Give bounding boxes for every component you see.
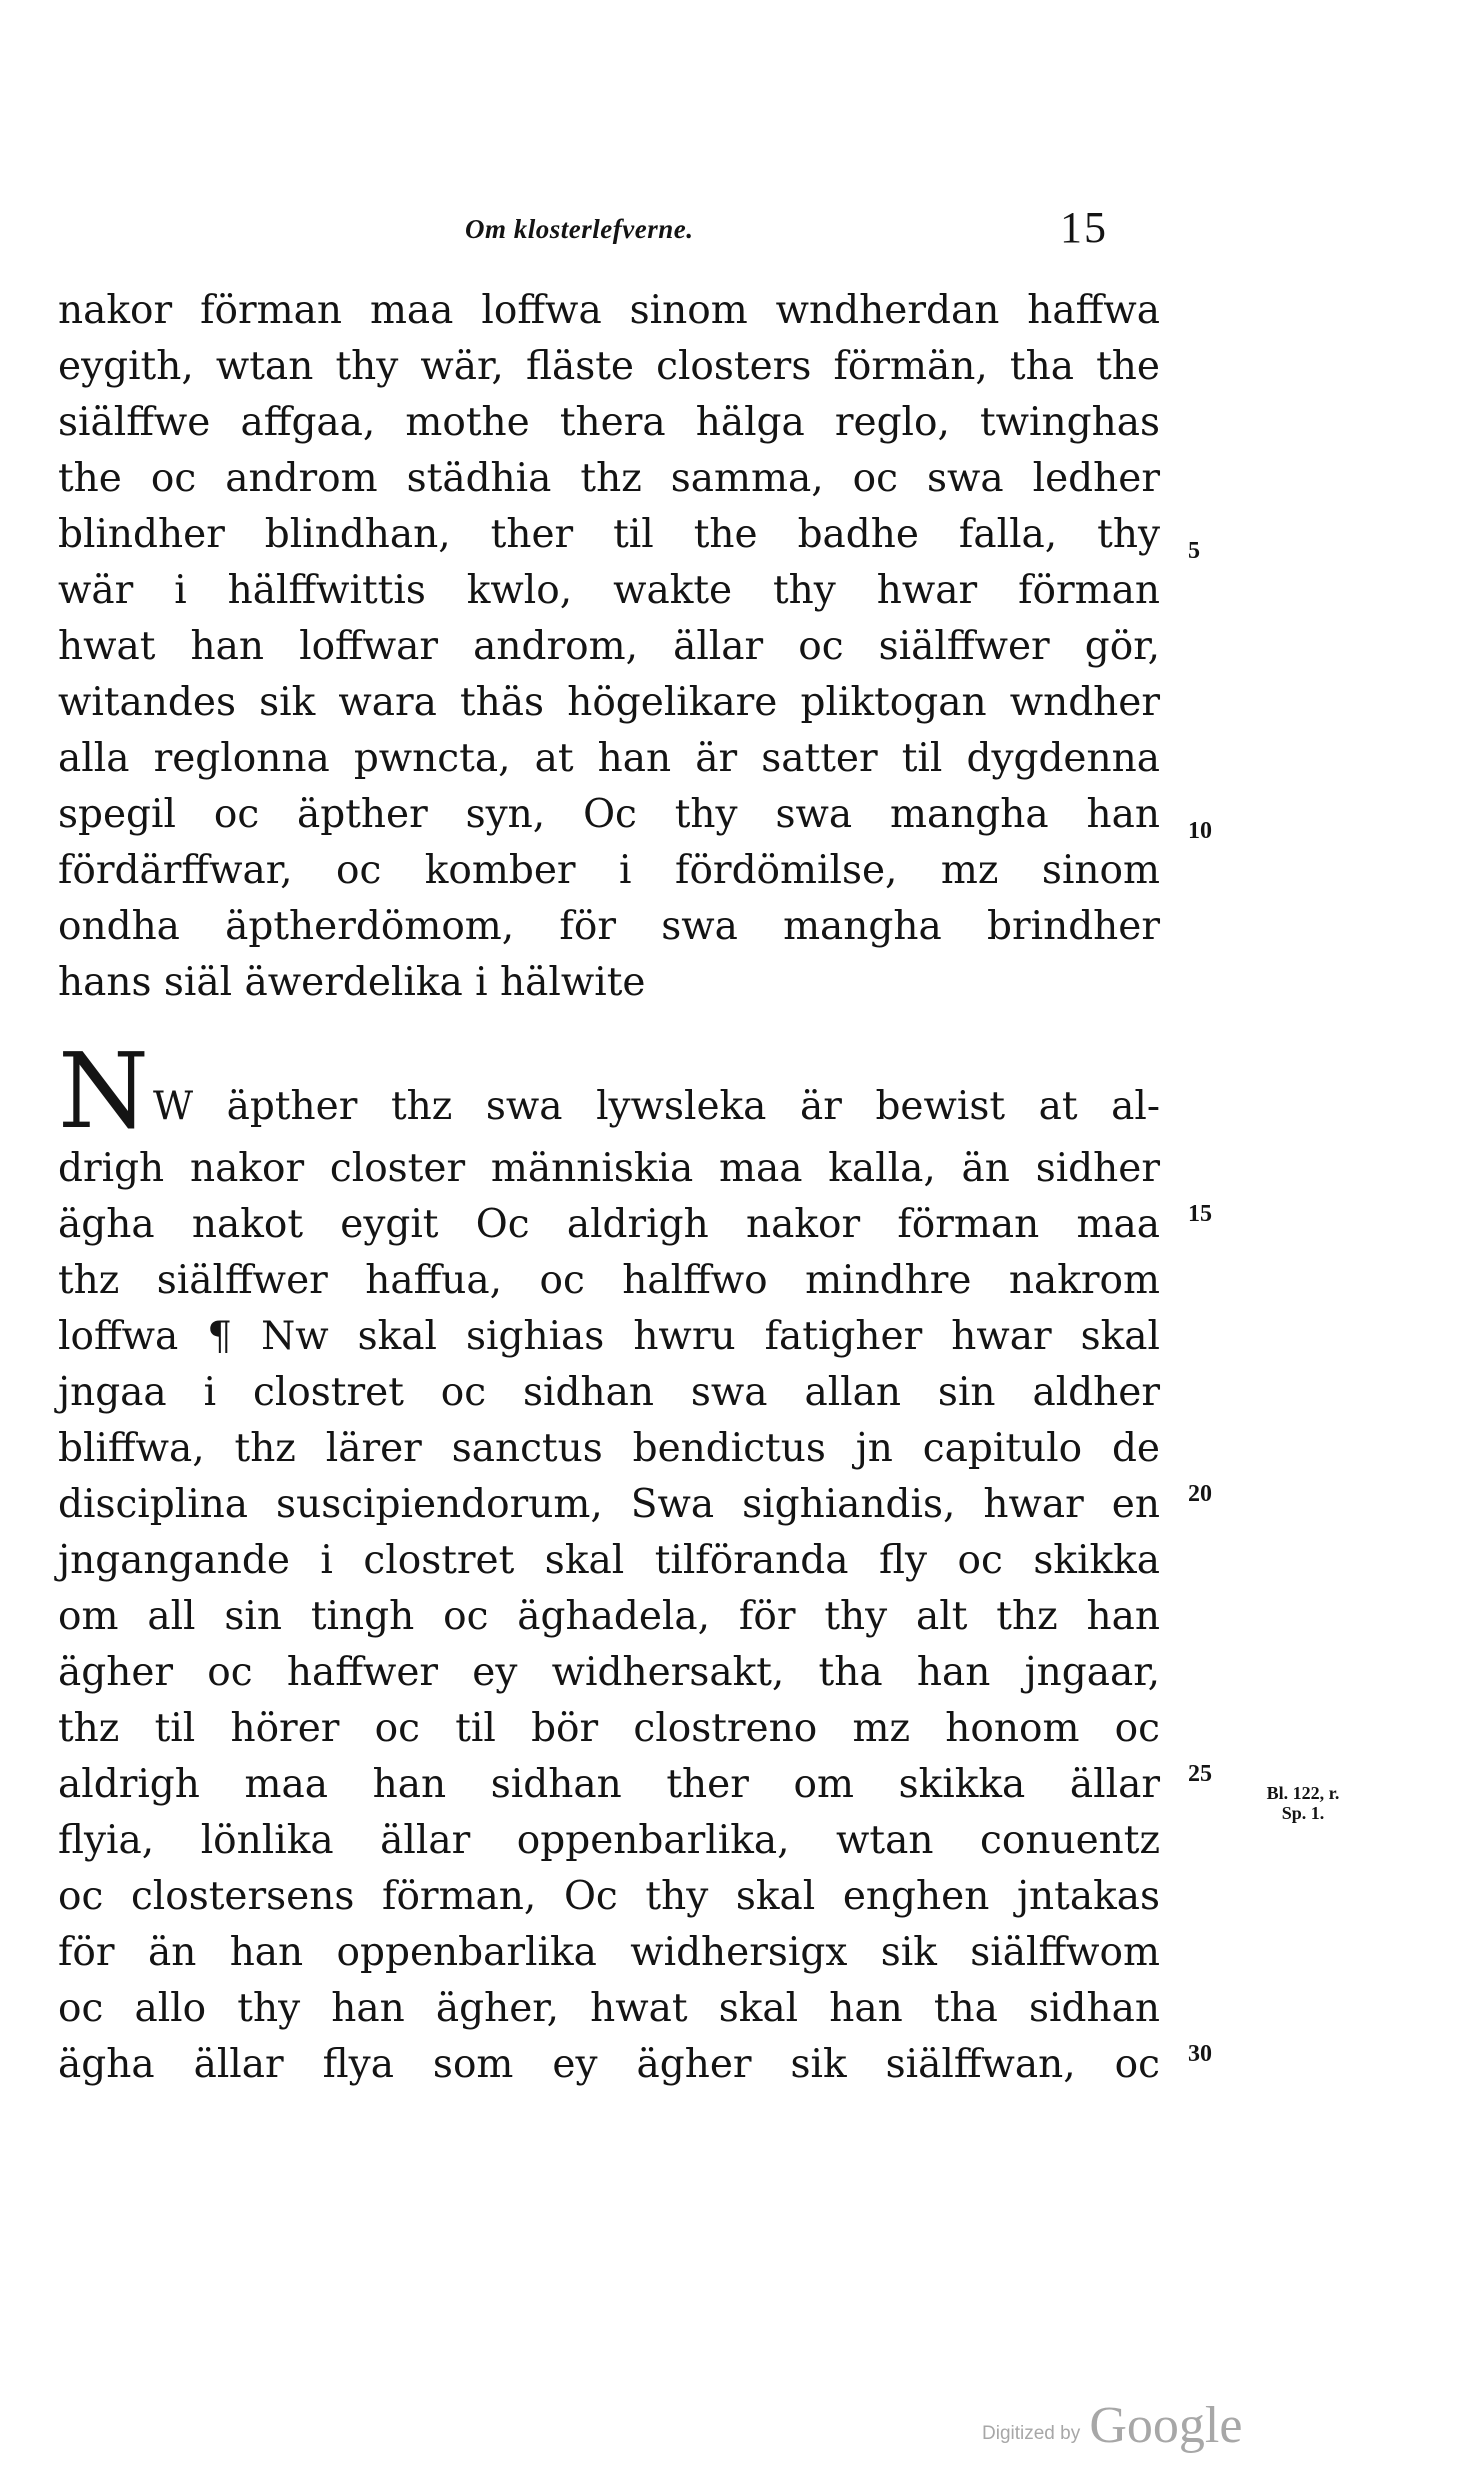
line-number: 5 xyxy=(1188,538,1200,564)
text-line: thz til hörer oc til bör clostreno mz honom oc xyxy=(58,1706,1160,1751)
text-line: om all sin tingh oc äghadela, för thy alt thz han xyxy=(58,1594,1160,1639)
first-line-text: W äpther thz swa lywsleka är bewist at al- xyxy=(153,1084,1160,1129)
page-header xyxy=(0,200,1463,260)
line-number: 20 xyxy=(1188,1481,1212,1507)
text-line: oc clostersens förman, Oc thy skal enghen jntakas xyxy=(58,1874,1160,1919)
first-line xyxy=(58,1030,1160,1152)
body-text xyxy=(58,283,1160,2093)
text-line: alla reglonna pwncta, at han är satter til dygdenna xyxy=(58,736,1160,781)
line-number: 15 xyxy=(1188,1201,1212,1227)
text-line: spegil oc äpther syn, Oc thy swa mangha han xyxy=(58,792,1160,837)
margin-sidenote xyxy=(1238,1783,1368,1823)
text-line: loffwa ¶ Nw skal sighias hwru fatigher hwar skal xyxy=(58,1314,1160,1359)
text-line: jngaa i clostret oc sidhan swa allan sin aldher xyxy=(58,1370,1160,1415)
drop-initial: N xyxy=(58,1030,149,1152)
sidenote-line: Bl. 122, r. xyxy=(1266,1783,1340,1803)
paragraph-2 xyxy=(58,1030,1160,2093)
sidenote-line: Sp. 1. xyxy=(1281,1803,1325,1823)
text-line: ondha äptherdömom, för swa mangha brindher xyxy=(58,904,1160,949)
text-line: jngangande i clostret skal tilföranda fly oc skikka xyxy=(58,1538,1160,1583)
text-line: nakor förman maa loffwa sinom wndherdan haffwa xyxy=(58,288,1160,333)
text-line: the oc androm städhia thz samma, oc swa ledher xyxy=(58,456,1160,501)
text-line: fördärffwar, oc komber i fördömilse, mz sinom xyxy=(58,848,1160,893)
text-line: ägha ällar flya som ey ägher sik siälffwan, oc xyxy=(58,2042,1160,2087)
paragraph-1 xyxy=(58,283,1160,1011)
text-line: aldrigh maa han sidhan ther om skikka ällar xyxy=(58,1762,1160,1807)
text-line: hans siäl äwerdelika i hälwite xyxy=(58,960,646,1005)
google-logo: Google xyxy=(1089,2397,1243,2454)
text-line: blindher blindhan, ther til the badhe falla, thy xyxy=(58,512,1160,557)
text-line: siälffwe affgaa, mothe thera hälga reglo, twinghas xyxy=(58,400,1160,445)
text-line: hwat han loffwar androm, ällar oc siälffwer gör, xyxy=(58,624,1160,669)
line-number: 25 xyxy=(1188,1761,1212,1787)
text-line: flyia, lönlika ällar oppenbarlika, wtan conuentz xyxy=(58,1818,1160,1863)
paragraph-gap xyxy=(58,1011,1160,1051)
text-line: för än han oppenbarlika widhersigx sik siälffwom xyxy=(58,1930,1160,1975)
text-line: wär i hälffwittis kwlo, wakte thy hwar förman xyxy=(58,568,1160,613)
text-line: drigh nakor closter människia maa kalla, än sidher xyxy=(58,1146,1160,1191)
text-line: ägher oc haffwer ey widhersakt, tha han jngaar, xyxy=(58,1650,1160,1695)
text-line: ägha nakot eygit Oc aldrigh nakor förman maa xyxy=(58,1202,1160,1247)
line-number: 30 xyxy=(1188,2041,1212,2067)
text-line: witandes sik wara thäs högelikare pliktogan wndher xyxy=(58,680,1160,725)
text-line: disciplina suscipiendorum, Swa sighiandis, hwar en xyxy=(58,1482,1160,1527)
line-number: 10 xyxy=(1188,818,1212,844)
text-line: eygith, wtan thy wär, fläste closters förmän, tha the xyxy=(58,344,1160,389)
watermark-caption: Digitized by xyxy=(982,2423,1081,2444)
running-title: Om klosterlefverne. xyxy=(465,214,694,244)
text-line: bliffwa, thz lärer sanctus bendictus jn capitulo de xyxy=(58,1426,1160,1471)
page-number: 15 xyxy=(1060,203,1108,252)
digitized-watermark xyxy=(982,2396,1242,2455)
text-line: thz siälffwer haffua, oc halffwo mindhre nakrom xyxy=(58,1258,1160,1303)
text-line: oc allo thy han ägher, hwat skal han tha sidhan xyxy=(58,1986,1160,2031)
